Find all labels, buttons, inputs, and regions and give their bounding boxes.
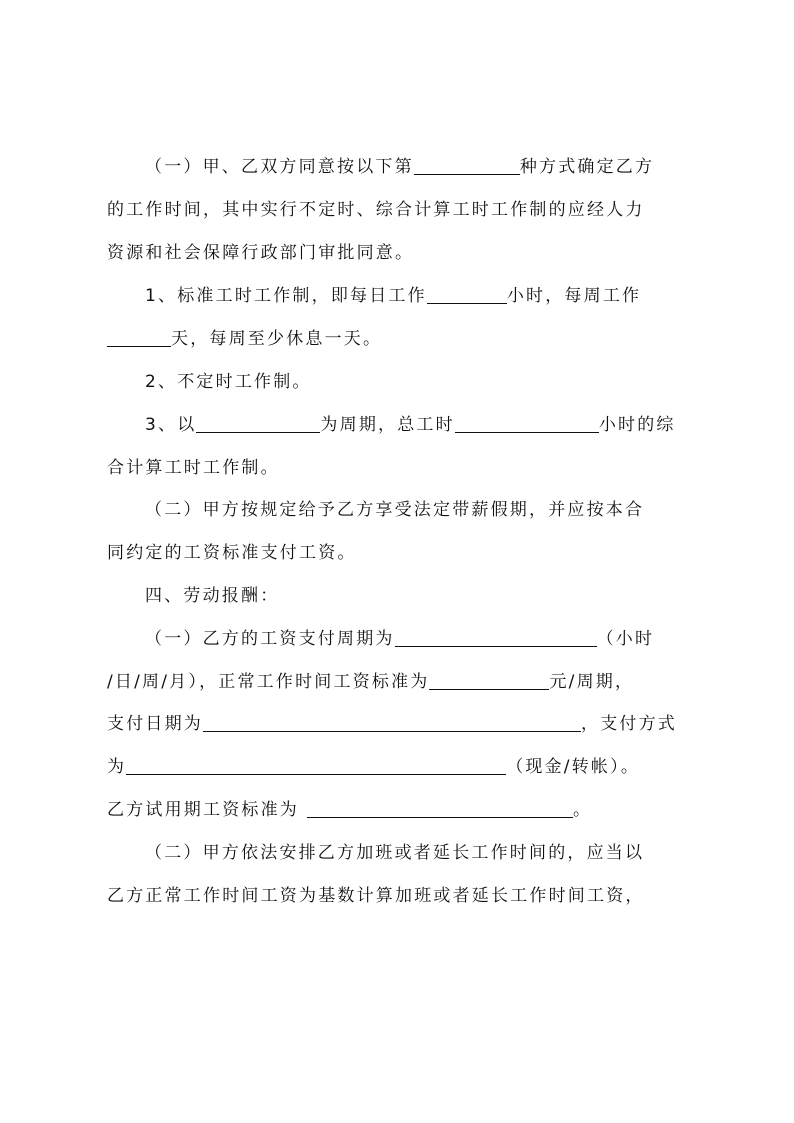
- fill-in-blank[interactable]: [196, 413, 320, 433]
- text-segment: （小时: [596, 629, 655, 649]
- fill-in-blank[interactable]: [126, 755, 506, 775]
- paragraph-line: 同约定的工资标准支付工资。: [107, 543, 357, 563]
- paragraph-line: 资源和社会保障行政部门审批同意。: [107, 243, 415, 263]
- text-segment: 为: [107, 757, 127, 777]
- text-segment: 1、标准工时工作制，即每日工作: [145, 286, 427, 306]
- paragraph-line: [107, 152, 693, 182]
- text-segment: 支付日期为: [107, 714, 203, 734]
- paragraph-line: 合计算工时工作制。: [107, 458, 280, 478]
- text-segment: 元/周期，: [549, 672, 635, 692]
- text-segment: 种方式确定乙方: [519, 157, 655, 177]
- paragraph-line: 的工作时间，其中实行不定时、综合计算工时工作制的应经人力: [107, 200, 645, 220]
- text-segment: （现金/转帐）。: [506, 757, 641, 777]
- paragraph-line: [107, 795, 693, 825]
- paragraph-line: [107, 624, 693, 654]
- text-segment: （一）甲、乙双方同意按以下第: [145, 157, 414, 177]
- text-segment: /日/周/月），正常工作时间工资标准为: [107, 672, 430, 692]
- paragraph-line: [107, 752, 693, 782]
- paragraph-line: [107, 281, 693, 311]
- paragraph-line: 2、不定时工作制。: [145, 372, 312, 392]
- fill-in-blank[interactable]: [395, 627, 597, 647]
- text-segment: 为周期，总工时: [320, 415, 455, 435]
- fill-in-blank[interactable]: [427, 284, 507, 304]
- fill-in-blank[interactable]: [455, 413, 599, 433]
- paragraph-line: （二）甲方按规定给予乙方享受法定带薪假期，并应按本合: [145, 500, 645, 520]
- paragraph-line: （二）甲方依法安排乙方加班或者延长工作时间的，应当以: [145, 843, 645, 863]
- text-segment: （一）乙方的工资支付周期为: [145, 629, 395, 649]
- fill-in-blank[interactable]: [429, 670, 549, 690]
- text-segment: 。: [573, 800, 593, 820]
- section-heading: 四、劳动报酬：: [145, 586, 280, 606]
- fill-in-blank[interactable]: [307, 798, 573, 818]
- fill-in-blank[interactable]: [107, 327, 171, 347]
- paragraph-line: [107, 324, 693, 354]
- text-segment: ，支付方式: [581, 714, 677, 734]
- text-segment: 小时的综: [598, 415, 676, 435]
- text-segment: 天，每周至少休息一天。: [171, 329, 383, 349]
- paragraph-line: 乙方正常工作时间工资为基数计算加班或者延长工作时间工资，: [107, 886, 645, 906]
- text-segment: 乙方试用期工资标准为: [107, 800, 299, 820]
- fill-in-blank[interactable]: [414, 155, 520, 175]
- paragraph-line: [107, 709, 693, 739]
- paragraph-line: [107, 667, 693, 697]
- text-segment: 3、以: [145, 415, 197, 435]
- text-segment: 小时，每周工作: [506, 286, 642, 306]
- paragraph-line: [107, 410, 693, 440]
- fill-in-blank[interactable]: [203, 712, 581, 732]
